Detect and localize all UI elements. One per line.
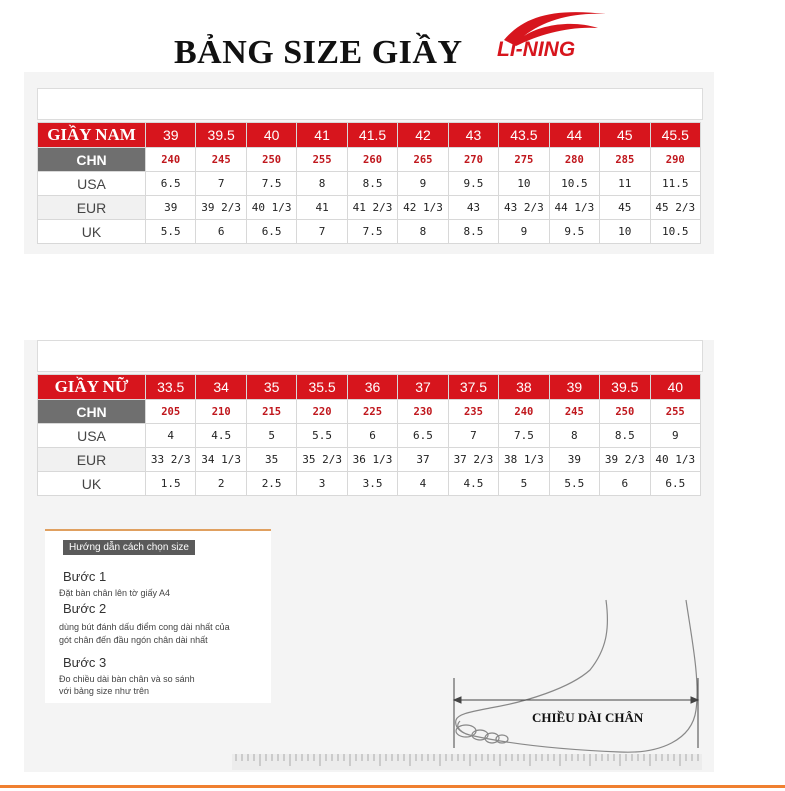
men-table-heading: GIẦY NAM — [38, 123, 146, 148]
size-value-cell: 245 — [196, 148, 246, 172]
size-value-cell: 9 — [398, 172, 448, 196]
size-value-cell: 7 — [448, 424, 498, 448]
guide-step-3-line-2: với bảng size như trên — [59, 686, 149, 696]
men-size-cell: 41 — [297, 123, 347, 148]
page-title: BẢNG SIZE GIẦY — [174, 34, 463, 71]
men-size-cell: 45 — [600, 123, 650, 148]
size-value-cell: 41 — [297, 196, 347, 220]
size-value-cell: 35 2/3 — [297, 448, 347, 472]
men-size-cell: 44 — [549, 123, 599, 148]
size-value-cell: 235 — [448, 400, 498, 424]
size-value-cell: 225 — [347, 400, 397, 424]
size-value-cell: 7.5 — [347, 220, 397, 244]
size-value-cell: 39 2/3 — [600, 448, 650, 472]
size-value-cell: 9.5 — [549, 220, 599, 244]
women-size-table — [37, 374, 701, 496]
size-value-cell: 36 1/3 — [347, 448, 397, 472]
size-value-cell: 205 — [146, 400, 196, 424]
size-value-cell: 43 — [448, 196, 498, 220]
size-value-cell: 250 — [600, 400, 650, 424]
size-value-cell: 41 2/3 — [347, 196, 397, 220]
size-value-cell: 10 — [499, 172, 549, 196]
size-value-cell: 11 — [600, 172, 650, 196]
size-value-cell: 230 — [398, 400, 448, 424]
size-value-cell: 4 — [398, 472, 448, 496]
row-label: EUR — [38, 196, 146, 220]
size-value-cell: 11.5 — [650, 172, 700, 196]
size-value-cell: 8 — [398, 220, 448, 244]
guide-step-2-line-2: gót chân đến đầu ngón chân dài nhất — [59, 635, 208, 645]
size-value-cell: 240 — [499, 400, 549, 424]
size-value-cell: 2.5 — [246, 472, 296, 496]
women-size-cell: 37.5 — [448, 375, 498, 400]
men-row-eur — [38, 196, 701, 220]
row-label: UK — [38, 472, 146, 496]
size-value-cell: 255 — [297, 148, 347, 172]
men-row-usa — [38, 172, 701, 196]
size-value-cell: 8.5 — [448, 220, 498, 244]
size-value-cell: 9 — [499, 220, 549, 244]
size-value-cell: 8.5 — [347, 172, 397, 196]
women-table-heading: GIẦY NỮ — [38, 375, 146, 400]
size-value-cell: 3.5 — [347, 472, 397, 496]
size-value-cell: 250 — [246, 148, 296, 172]
men-size-cell: 43.5 — [499, 123, 549, 148]
size-value-cell: 42 1/3 — [398, 196, 448, 220]
size-value-cell: 37 2/3 — [448, 448, 498, 472]
size-value-cell: 260 — [347, 148, 397, 172]
men-size-cell: 39.5 — [196, 123, 246, 148]
row-label: CHN — [38, 400, 146, 424]
row-label: UK — [38, 220, 146, 244]
men-size-cell: 45.5 — [650, 123, 700, 148]
size-value-cell: 275 — [499, 148, 549, 172]
foot-outline-illustration — [430, 590, 710, 775]
women-row-uk — [38, 472, 701, 496]
size-value-cell: 6.5 — [398, 424, 448, 448]
men-size-cell: 39 — [146, 123, 196, 148]
size-value-cell: 265 — [398, 148, 448, 172]
row-label: EUR — [38, 448, 146, 472]
women-row-usa — [38, 424, 701, 448]
men-size-cell: 42 — [398, 123, 448, 148]
women-row-eur — [38, 448, 701, 472]
men-size-table — [37, 122, 701, 244]
li-ning-logo-text: LI-NING — [497, 38, 576, 61]
size-value-cell: 43 2/3 — [499, 196, 549, 220]
size-value-cell: 10 — [600, 220, 650, 244]
size-value-cell: 8 — [549, 424, 599, 448]
size-value-cell: 6 — [347, 424, 397, 448]
size-value-cell: 1.5 — [146, 472, 196, 496]
size-value-cell: 8 — [297, 172, 347, 196]
size-value-cell: 6 — [196, 220, 246, 244]
size-value-cell: 7.5 — [246, 172, 296, 196]
size-value-cell: 285 — [600, 148, 650, 172]
women-size-cell: 33.5 — [146, 375, 196, 400]
size-value-cell: 9 — [650, 424, 700, 448]
size-value-cell: 34 1/3 — [196, 448, 246, 472]
bottom-accent-line — [0, 785, 785, 788]
guide-step-3-line-1: Đo chiều dài bàn chân và so sánh — [59, 674, 195, 684]
row-label: CHN — [38, 148, 146, 172]
size-value-cell: 6.5 — [146, 172, 196, 196]
women-size-cell: 35 — [246, 375, 296, 400]
size-value-cell: 245 — [549, 400, 599, 424]
women-size-cell: 35.5 — [297, 375, 347, 400]
size-value-cell: 10.5 — [650, 220, 700, 244]
size-value-cell: 240 — [146, 148, 196, 172]
women-table-top-strip — [37, 340, 703, 372]
size-value-cell: 7.5 — [499, 424, 549, 448]
size-guide-box — [45, 529, 271, 703]
size-value-cell: 5.5 — [297, 424, 347, 448]
men-size-cell: 40 — [246, 123, 296, 148]
men-row-chn — [38, 148, 701, 172]
guide-step-1-line-1: Đặt bàn chân lên tờ giấy A4 — [59, 588, 170, 598]
size-value-cell: 10.5 — [549, 172, 599, 196]
size-value-cell: 38 1/3 — [499, 448, 549, 472]
size-value-cell: 210 — [196, 400, 246, 424]
size-value-cell: 5 — [499, 472, 549, 496]
size-value-cell: 5 — [246, 424, 296, 448]
men-size-cell: 41.5 — [347, 123, 397, 148]
ruler-strip — [232, 754, 702, 770]
size-value-cell: 4 — [146, 424, 196, 448]
size-value-cell: 3 — [297, 472, 347, 496]
guide-step-2-line-1: dùng bút đánh dấu điểm cong dài nhất của — [59, 622, 230, 632]
size-value-cell: 37 — [398, 448, 448, 472]
size-value-cell: 280 — [549, 148, 599, 172]
size-value-cell: 35 — [246, 448, 296, 472]
women-size-cell: 37 — [398, 375, 448, 400]
guide-step-3-name: Bước 3 — [63, 655, 107, 670]
size-value-cell: 44 1/3 — [549, 196, 599, 220]
men-size-header-row — [38, 123, 701, 148]
women-size-cell: 39 — [549, 375, 599, 400]
size-value-cell: 8.5 — [600, 424, 650, 448]
size-value-cell: 9.5 — [448, 172, 498, 196]
men-size-cell: 43 — [448, 123, 498, 148]
size-value-cell: 6 — [600, 472, 650, 496]
guide-title: Hướng dẫn cách chọn size — [63, 540, 195, 555]
size-value-cell: 220 — [297, 400, 347, 424]
size-value-cell: 5.5 — [549, 472, 599, 496]
guide-step-2-name: Bước 2 — [63, 601, 107, 616]
size-value-cell: 290 — [650, 148, 700, 172]
men-row-uk — [38, 220, 701, 244]
size-value-cell: 45 — [600, 196, 650, 220]
size-value-cell: 270 — [448, 148, 498, 172]
size-value-cell: 40 1/3 — [650, 448, 700, 472]
size-value-cell: 2 — [196, 472, 246, 496]
women-size-cell: 40 — [650, 375, 700, 400]
women-size-header-row — [38, 375, 701, 400]
size-value-cell: 255 — [650, 400, 700, 424]
size-value-cell: 215 — [246, 400, 296, 424]
size-value-cell: 45 2/3 — [650, 196, 700, 220]
section-gap — [24, 254, 714, 340]
guide-step-1-name: Bước 1 — [63, 569, 107, 584]
size-value-cell: 7 — [297, 220, 347, 244]
size-value-cell: 39 — [146, 196, 196, 220]
foot-length-label: CHIỀU DÀI CHÂN — [532, 710, 644, 725]
size-value-cell: 40 1/3 — [246, 196, 296, 220]
women-size-cell: 39.5 — [600, 375, 650, 400]
size-value-cell: 6.5 — [650, 472, 700, 496]
row-label: USA — [38, 172, 146, 196]
row-label: USA — [38, 424, 146, 448]
size-value-cell: 4.5 — [196, 424, 246, 448]
women-size-cell: 34 — [196, 375, 246, 400]
size-value-cell: 33 2/3 — [146, 448, 196, 472]
men-table-top-strip — [37, 88, 703, 120]
size-value-cell: 5.5 — [146, 220, 196, 244]
size-value-cell: 4.5 — [448, 472, 498, 496]
size-value-cell: 6.5 — [246, 220, 296, 244]
size-value-cell: 39 2/3 — [196, 196, 246, 220]
women-row-chn — [38, 400, 701, 424]
women-size-cell: 38 — [499, 375, 549, 400]
women-size-cell: 36 — [347, 375, 397, 400]
size-value-cell: 39 — [549, 448, 599, 472]
size-value-cell: 7 — [196, 172, 246, 196]
